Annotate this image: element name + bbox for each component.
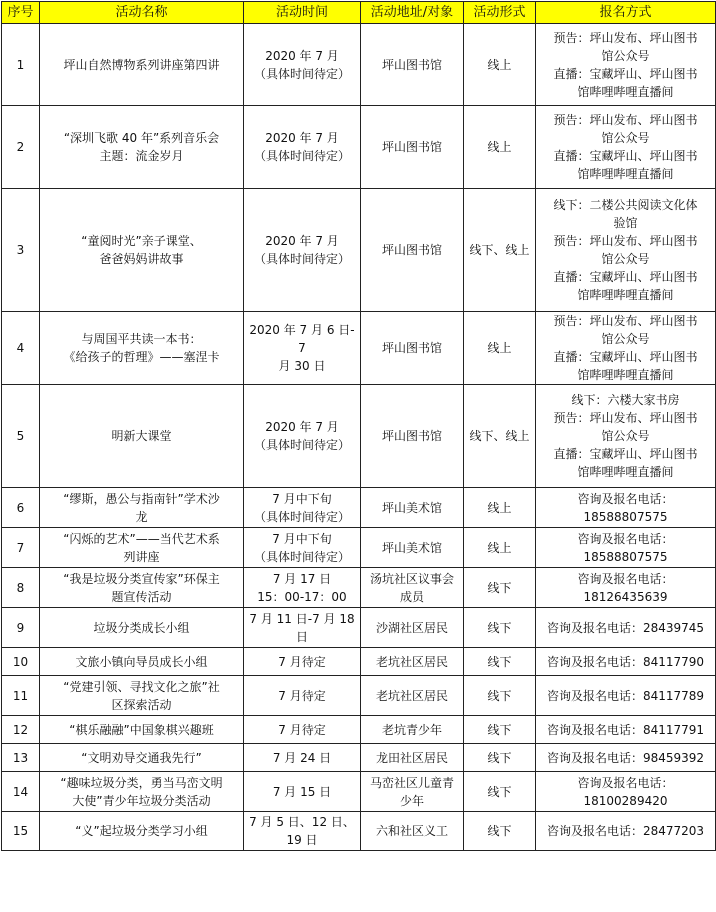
cell-no: 6 xyxy=(2,488,40,528)
cell-activity-place: 六和社区义工 xyxy=(361,812,464,851)
header-form: 活动形式 xyxy=(464,2,536,24)
cell-signup-method: 预告：坪山发布、坪山图书 馆公众号 直播：宝藏坪山、坪山图书 馆哔哩哔哩直播间 xyxy=(536,24,716,106)
cell-activity-place: 沙湖社区居民 xyxy=(361,608,464,648)
header-place: 活动地址/对象 xyxy=(361,2,464,24)
cell-signup-method: 线下：六楼大家书房 预告：坪山发布、坪山图书 馆公众号 直播：宝藏坪山、坪山图书 馆哔哩哔哩直播间 xyxy=(536,385,716,488)
cell-activity-place: 马峦社区儿童青 少年 xyxy=(361,772,464,812)
cell-activity-form: 线上 xyxy=(464,106,536,189)
cell-activity-place: 老坑社区居民 xyxy=(361,676,464,716)
cell-activity-name: “缪斯，愚公与指南针”学术沙 龙 xyxy=(40,488,244,528)
cell-activity-form: 线下、线上 xyxy=(464,385,536,488)
table-row xyxy=(2,772,716,812)
cell-no: 7 xyxy=(2,528,40,568)
cell-activity-name: “趣味垃圾分类，勇当马峦文明 大使”青少年垃圾分类活动 xyxy=(40,772,244,812)
cell-activity-form: 线下 xyxy=(464,676,536,716)
cell-activity-place: 龙田社区居民 xyxy=(361,744,464,772)
cell-activity-form: 线下 xyxy=(464,772,536,812)
cell-signup-method: 咨询及报名电话： 18126435639 xyxy=(536,568,716,608)
cell-activity-name: 文旅小镇向导员成长小组 xyxy=(40,648,244,676)
cell-activity-form: 线下 xyxy=(464,744,536,772)
table-row xyxy=(2,385,716,488)
cell-activity-time: 7 月待定 xyxy=(244,648,361,676)
table-row xyxy=(2,568,716,608)
cell-activity-name: 与周国平共读一本书： 《给孩子的哲理》——塞涅卡 xyxy=(40,312,244,385)
cell-activity-form: 线下 xyxy=(464,648,536,676)
cell-activity-time: 7 月 24 日 xyxy=(244,744,361,772)
cell-activity-form: 线上 xyxy=(464,24,536,106)
header-time: 活动时间 xyxy=(244,2,361,24)
cell-activity-name: “党建引领、寻找文化之旅”社 区探索活动 xyxy=(40,676,244,716)
cell-signup-method: 咨询及报名电话：84117789 xyxy=(536,676,716,716)
table-row xyxy=(2,744,716,772)
cell-activity-form: 线上 xyxy=(464,528,536,568)
table-row xyxy=(2,312,716,385)
cell-activity-name: “童阅时光”亲子课堂、 爸爸妈妈讲故事 xyxy=(40,189,244,312)
table-row xyxy=(2,676,716,716)
header-no: 序号 xyxy=(2,2,40,24)
cell-activity-form: 线上 xyxy=(464,312,536,385)
cell-signup-method: 咨询及报名电话： 18588807575 xyxy=(536,528,716,568)
cell-signup-method: 咨询及报名电话： 18588807575 xyxy=(536,488,716,528)
cell-activity-name: “棋乐融融”中国象棋兴趣班 xyxy=(40,716,244,744)
cell-activity-time: 7 月 11 日-7 月 18 日 xyxy=(244,608,361,648)
cell-activity-time: 7 月中下旬 （具体时间待定） xyxy=(244,488,361,528)
table-row xyxy=(2,488,716,528)
cell-no: 11 xyxy=(2,676,40,716)
cell-activity-place: 汤坑社区议事会 成员 xyxy=(361,568,464,608)
cell-activity-name: 垃圾分类成长小组 xyxy=(40,608,244,648)
cell-activity-time: 2020 年 7 月 （具体时间待定） xyxy=(244,106,361,189)
cell-signup-method: 线下：二楼公共阅读文化体 验馆 预告：坪山发布、坪山图书 馆公众号 直播：宝藏坪山、坪山图书 馆哔哩哔哩直播间 xyxy=(536,189,716,312)
table-row xyxy=(2,528,716,568)
cell-no: 15 xyxy=(2,812,40,851)
cell-no: 9 xyxy=(2,608,40,648)
table-header-row xyxy=(2,2,716,24)
cell-activity-time: 7 月 5 日、12 日、 19 日 xyxy=(244,812,361,851)
cell-no: 8 xyxy=(2,568,40,608)
cell-no: 4 xyxy=(2,312,40,385)
table-row xyxy=(2,716,716,744)
cell-activity-form: 线上 xyxy=(464,488,536,528)
cell-activity-time: 2020 年 7 月 （具体时间待定） xyxy=(244,385,361,488)
cell-activity-name: 坪山自然博物系列讲座第四讲 xyxy=(40,24,244,106)
cell-activity-place: 坪山图书馆 xyxy=(361,24,464,106)
cell-signup-method: 咨询及报名电话：84117791 xyxy=(536,716,716,744)
cell-signup-method: 咨询及报名电话： 18100289420 xyxy=(536,772,716,812)
cell-no: 14 xyxy=(2,772,40,812)
cell-activity-form: 线下、线上 xyxy=(464,189,536,312)
cell-activity-place: 老坑社区居民 xyxy=(361,648,464,676)
table-row xyxy=(2,608,716,648)
cell-activity-time: 2020 年 7 月 （具体时间待定） xyxy=(244,189,361,312)
cell-signup-method: 咨询及报名电话：98459392 xyxy=(536,744,716,772)
cell-activity-time: 7 月待定 xyxy=(244,676,361,716)
cell-activity-place: 坪山美术馆 xyxy=(361,488,464,528)
cell-activity-form: 线下 xyxy=(464,716,536,744)
cell-activity-form: 线下 xyxy=(464,608,536,648)
cell-activity-name: “文明劝导交通我先行” xyxy=(40,744,244,772)
cell-activity-form: 线下 xyxy=(464,568,536,608)
cell-signup-method: 咨询及报名电话：84117790 xyxy=(536,648,716,676)
cell-signup-method: 咨询及报名电话：28477203 xyxy=(536,812,716,851)
cell-signup-method: 预告：坪山发布、坪山图书 馆公众号 直播：宝藏坪山、坪山图书 馆哔哩哔哩直播间 xyxy=(536,312,716,385)
cell-activity-name: “深圳飞歌 40 年”系列音乐会 主题：流金岁月 xyxy=(40,106,244,189)
cell-signup-method: 咨询及报名电话：28439745 xyxy=(536,608,716,648)
header-signup: 报名方式 xyxy=(536,2,716,24)
activity-table xyxy=(1,1,716,851)
table-row xyxy=(2,106,716,189)
cell-activity-time: 7 月待定 xyxy=(244,716,361,744)
cell-no: 2 xyxy=(2,106,40,189)
table-row xyxy=(2,812,716,851)
table-row xyxy=(2,189,716,312)
cell-activity-time: 7 月 15 日 xyxy=(244,772,361,812)
cell-no: 1 xyxy=(2,24,40,106)
table-row xyxy=(2,648,716,676)
cell-activity-time: 7 月 17 日 15：00-17：00 xyxy=(244,568,361,608)
cell-activity-place: 坪山图书馆 xyxy=(361,385,464,488)
cell-activity-place: 坪山美术馆 xyxy=(361,528,464,568)
cell-no: 12 xyxy=(2,716,40,744)
cell-activity-time: 7 月中下旬 （具体时间待定） xyxy=(244,528,361,568)
cell-activity-name: “义”起垃圾分类学习小组 xyxy=(40,812,244,851)
cell-no: 13 xyxy=(2,744,40,772)
cell-no: 5 xyxy=(2,385,40,488)
cell-activity-time: 2020 年 7 月 6 日-7 月 30 日 xyxy=(244,312,361,385)
cell-activity-place: 坪山图书馆 xyxy=(361,189,464,312)
header-name: 活动名称 xyxy=(40,2,244,24)
cell-activity-time: 2020 年 7 月 （具体时间待定） xyxy=(244,24,361,106)
cell-activity-place: 坪山图书馆 xyxy=(361,106,464,189)
cell-activity-place: 老坑青少年 xyxy=(361,716,464,744)
table-row xyxy=(2,24,716,106)
cell-activity-name: “闪烁的艺术”——当代艺术系 列讲座 xyxy=(40,528,244,568)
cell-no: 3 xyxy=(2,189,40,312)
cell-signup-method: 预告：坪山发布、坪山图书 馆公众号 直播：宝藏坪山、坪山图书 馆哔哩哔哩直播间 xyxy=(536,106,716,189)
cell-activity-place: 坪山图书馆 xyxy=(361,312,464,385)
cell-no: 10 xyxy=(2,648,40,676)
cell-activity-name: “我是垃圾分类宣传家”环保主 题宣传活动 xyxy=(40,568,244,608)
cell-activity-form: 线下 xyxy=(464,812,536,851)
cell-activity-name: 明新大课堂 xyxy=(40,385,244,488)
